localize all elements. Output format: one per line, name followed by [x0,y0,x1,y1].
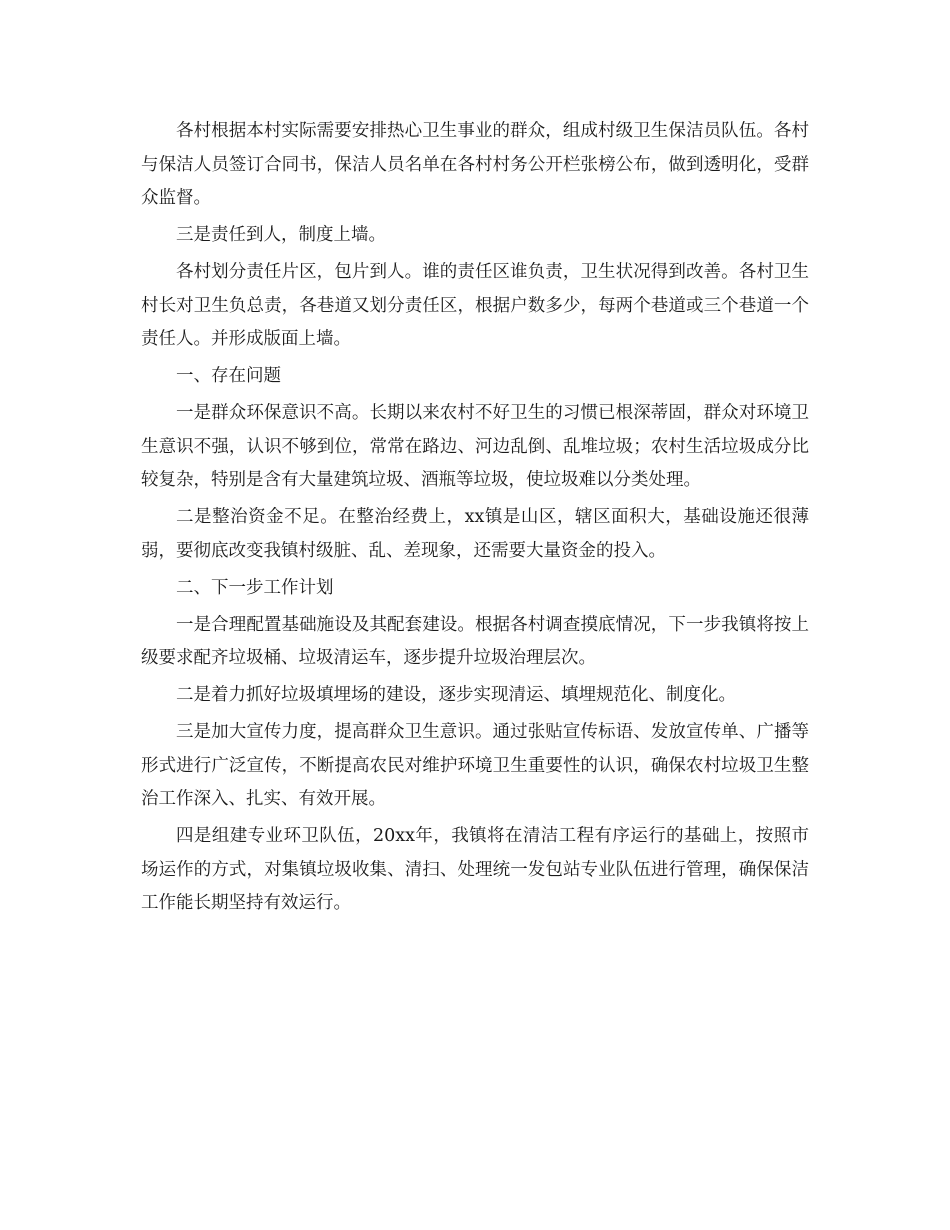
section-heading-problems: 一、存在问题 [176,366,281,386]
paragraph-sanitation-team: 各村根据本村实际需要安排热心卫生事业的群众，组成村级卫生保洁员队伍。各村与保洁人员签订合同书，保洁人员名单在各村村务公开栏张榜公布，做到透明化，受群众监督。 [141,121,809,208]
paragraph-plan-sanitation-team: 四是组建专业环卫队伍，20xx年，我镇将在清洁工程有序运行的基础上，按照市场运作的方式，对集镇垃圾收集、清扫、处理统一发包站专业队伍进行管理，确保保洁工作能长期坚持有效运行。 [141,826,809,913]
paragraph-plan-landfill: 二是着力抓好垃圾填埋场的建设，逐步实现清运、填埋规范化、制度化。 [176,685,736,705]
section-heading-next-steps: 二、下一步工作计划 [176,577,334,598]
document-body [141,115,809,924]
paragraph-awareness-problem: 一是群众环保意识不高。长期以来农村不好卫生的习惯已根深蒂固，群众对环境卫生意识不强，认识不够到位，常常在路边、河边乱倒、乱堆垃圾；农村生活垃圾成分比较复杂，特别是含有大量建筑垃圾、酒瓶等垃圾，使垃圾难以分类处理。 [141,403,809,490]
subheading-responsibility: 三是责任到人，制度上墙。 [176,225,386,245]
paragraph-plan-infrastructure: 一是合理配置基础施设及其配套建设。根据各村调查摸底情况，下一步我镇将按上级要求配齐垃圾桶、垃圾清运车，逐步提升垃圾治理层次。 [141,614,809,668]
paragraph-plan-publicity: 三是加大宣传力度，提高群众卫生意识。通过张贴宣传标语、发放宣传单、广播等形式进行广泛宣传，不断提高农民对维护环境卫生重要性的认识，确保农村垃圾卫生整治工作深入、扎实、有效开展。 [141,722,809,809]
paragraph-responsibility-zones: 各村划分责任片区，包片到人。谁的责任区谁负责，卫生状况得到改善。各村卫生村长对卫生负总责，各巷道又划分责任区，根据户数多少，每两个巷道或三个巷道一个责任人。并形成版面上墙。 [141,262,809,349]
paragraph-funding-problem: 二是整治资金不足。在整治经费上，xx镇是山区，辖区面积大，基础设施还很薄弱，要彻底改变我镇村级脏、乱、差现象，还需要大量资金的投入。 [141,507,809,561]
